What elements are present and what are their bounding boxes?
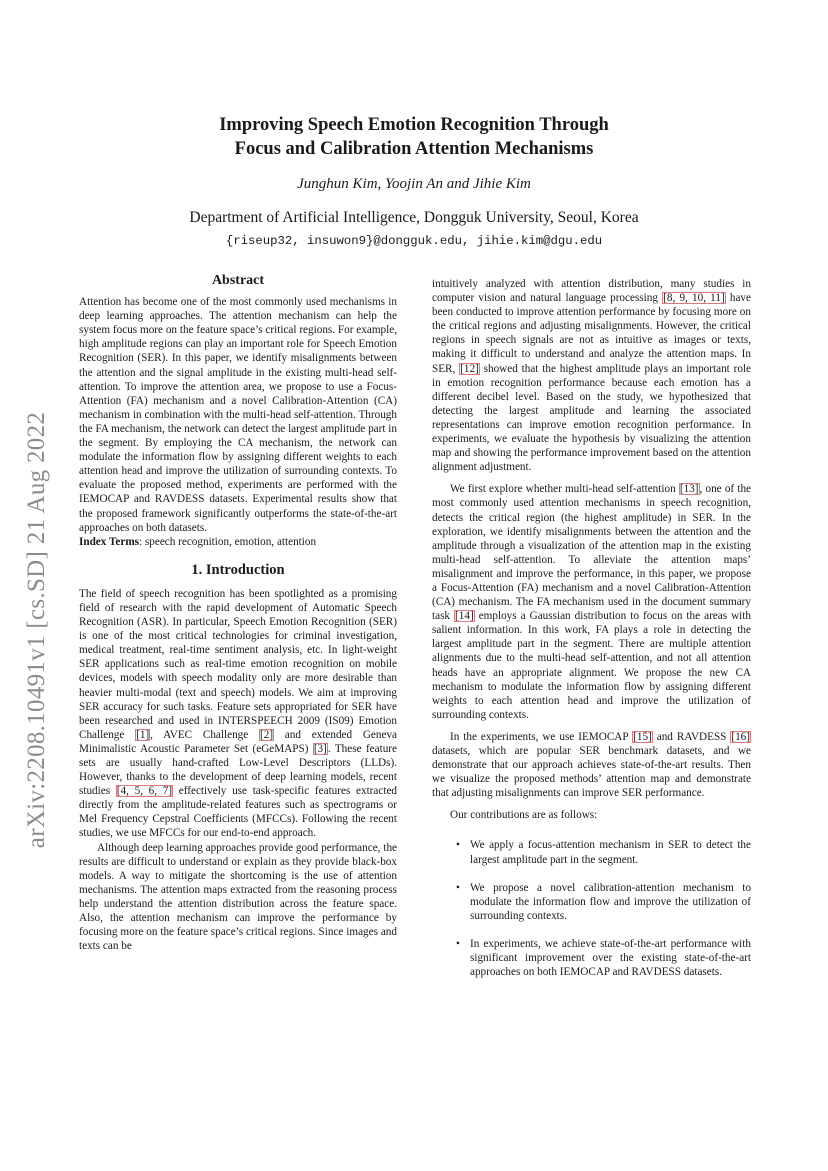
citation-link[interactable]: [4, 5, 6, 7] xyxy=(116,785,173,798)
right-p3-text-b: and RAVDESS xyxy=(652,730,731,743)
arxiv-identifier: arXiv:2208.10491v1 [cs.SD] 21 Aug 2022 xyxy=(23,411,50,849)
right-p1-text-c: showed that the highest amplitude plays an important role in emotion recognition performance because each emotion has a different decibel level. Based on the study, we hypothesized that detecting the largest amplitude and learning the associated representations can improve emotion recognition performance. In experiments, we evaluate the hypothesis by visualizing the attention map and showing the performance improvement based on the attention alignment adjustment. xyxy=(432,362,751,474)
right-p1-text-b: have been conducted to improve attention performance by focusing more on the critical regions and adjusting misalignments. However, the critical regions in speech signals are not as intuitive as images or texts, making it difficult to understand and analyze the attention maps. In SER, xyxy=(432,292,751,375)
right-p3-text-c: datasets, which are popular SER benchmark datasets, and we demonstrate that our approach achieves state-of-the-art results. Then we visualize the proposed methods’ attention map and demonstrate that adjusting misalignments can improve SER performance. xyxy=(432,745,751,800)
arxiv-sidebar xyxy=(14,360,60,900)
bullet-icon: • xyxy=(456,937,460,950)
intro-p1-text-e: effectively use task-specific features extracted directly from the amplitude-related features such as spectrograms or Mel Frequency Cepstral Coefficients (MFCCs). Following the recent studies, we use MFCCs for our end-to-end approach. xyxy=(79,785,398,840)
contribution-text: We apply a focus-attention mechanism in SER to detect the largest amplitude part in the segment. xyxy=(470,839,751,866)
right-column xyxy=(432,277,751,993)
intro-p1-text-c: and extended Geneva Minimalistic Acoustic Parameter Set (eGeMAPS) xyxy=(79,728,398,755)
intro-p1-text-d: . These feature sets are usually hand-crafted Low-Level Descriptors (LLDs). However, thanks to the development of deep learning models, recent studies xyxy=(79,742,397,798)
intro-paragraph-2: Although deep learning approaches provide good performance, the results are difficult to understand or explain as they provide black-box models. A way to mitigate the shortcoming is the use of attention mechanisms. The attention maps extracted from the reasoning process help understand the attention distribution across the feature space. Also, the attention mechanism can improve the performance by focusing more on the feature space’s critical regions. Since images and texts can be xyxy=(79,841,397,953)
title-line-1: Improving Speech Emotion Recognition Through xyxy=(219,115,609,135)
right-p3-text-a: In the experiments, we use IEMOCAP xyxy=(450,730,633,743)
citation-link[interactable]: [14] xyxy=(455,610,474,623)
right-p2-text-c: employs a Gaussian distribution to focus on the areas with salient information. In this work, FA plays a role in detecting the largest amplitude part in the segment. There are multiple attention alignments due to the multi-head self-attention, and not all attention heads have an appropriate alignment. We propose the new CA mechanism to modulate the information flow by assigning different weights to each attention head and improve the utilization of surrounding contexts. xyxy=(432,610,751,721)
contribution-text: We propose a novel calibration-attention mechanism to modulate the information flow and improve the utilization of surrounding contexts. xyxy=(470,881,751,922)
contribution-text: In experiments, we achieve state-of-the-art performance with significant improvement over the existing state-of-the-art approaches on both IEMOCAP and RAVDESS datasets. xyxy=(470,937,751,979)
citation-link[interactable]: [15] xyxy=(633,730,652,743)
index-terms-list: : speech recognition, emotion, attention xyxy=(139,535,317,548)
paper-title xyxy=(0,113,828,161)
intro-p1-text-a: The field of speech recognition has been spotlighted as a promising field of research with the rapid development of Automatic Speech Recognition (ASR). In particular, Speech Emotion Recognition (SER) is one of the most critical technologies for criminal investigation, medical treatment, real-time sentiment analysis, etc. In light-weight SER applications such as real-time emotion recognition on mobile devices, models with speech modality only are more desirable than heavier multi-modal (text and speech) models. We aim at improving SER accuracy for such tasks. Feature sets appropriated for SER have been researched and used in INTERSPEECH 2009 (IS09) Emotion Challenge xyxy=(79,587,397,741)
index-terms xyxy=(79,535,397,549)
affiliation: Department of Artificial Intelligence, Dongguk University, Seoul, Korea xyxy=(189,209,639,226)
abstract-heading: Abstract xyxy=(211,273,265,288)
left-column xyxy=(79,274,397,953)
intro-paragraph-1 xyxy=(79,587,397,841)
abstract-text: Attention has become one of the most commonly used mechanisms in deep learning approaches. The attention mechanism can help the system focus more on the feature space’s critical regions. For example, high amplitude regions can play an important role for Speech Emotion Recognition (SER). In this paper, we identify misalignments between the attention and the signal amplitude in the existing multi-head self-attention. To improve the attention area, we propose to use a Focus-Attention (FA) mechanism and a novel Calibration-Attention (CA) mechanism in combination with the multi-head self-attention. Through the FA mechanism, the network can detect the largest amplitude part in the segment. By employing the CA mechanism, the network can modulate the information flow by assigning different weights to each attention head and improve the utilization of surrounding contexts. To evaluate the proposed method, experiments are performed with the IEMOCAP and RAVDESS datasets. Experimental results show that the proposed framework significantly outperforms the state-of-the-art approaches on both datasets. xyxy=(79,296,397,534)
list-item xyxy=(432,881,751,923)
introduction-heading: 1. Introduction xyxy=(191,561,285,578)
contributions-list xyxy=(432,838,751,979)
bullet-icon: • xyxy=(456,839,460,852)
right-paragraph-2 xyxy=(432,482,751,722)
right-paragraph-3 xyxy=(432,730,751,800)
citation-link[interactable]: [13] xyxy=(679,483,699,496)
index-terms-label: Index Terms xyxy=(79,535,139,548)
citation-link[interactable]: [3] xyxy=(313,742,327,755)
list-item xyxy=(432,838,751,866)
authors: Junghun Kim, Yoojin An and Jihie Kim xyxy=(297,176,531,192)
contributions-lead: Our contributions are as follows: xyxy=(450,809,598,822)
citation-link[interactable]: [2] xyxy=(260,728,274,741)
author-emails: {riseup32, insuwon9}@dongguk.edu, jihie.kim@dgu.edu xyxy=(225,234,603,248)
title-line-2: Focus and Calibration Attention Mechanisms xyxy=(234,139,594,159)
bullet-icon: • xyxy=(456,881,460,894)
citation-link[interactable]: [8, 9, 10, 11] xyxy=(663,292,725,305)
right-p1-text-a: intuitively analyzed with attention distribution, many studies in computer vision and natural language processing xyxy=(432,278,751,305)
list-item xyxy=(432,937,751,979)
right-paragraph-1 xyxy=(432,277,751,474)
citation-link[interactable]: [12] xyxy=(460,362,479,375)
citation-link[interactable]: [16] xyxy=(731,730,750,743)
right-p2-text-a: We first explore whether multi-head self-attention xyxy=(450,483,679,496)
intro-p1-text-b: , AVEC Challenge xyxy=(150,728,259,741)
right-p2-text-b: , one of the most commonly used attention mechanisms in speech recognition, detects the critical region (the highest amplitude) in SER. In the exploration, we identify misalignments between the attention and the amplitude through a visualization of the attention map in the existing multi-head self-attention. To alleviate the attention maps’ misalignment and improve the performance, in this paper, we propose a Focus-Attention (FA) mechanism and a novel Calibration-Attention (CA) mechanism. The FA mechanism used in the document summary task xyxy=(432,483,752,623)
citation-link[interactable]: [1] xyxy=(136,728,150,741)
